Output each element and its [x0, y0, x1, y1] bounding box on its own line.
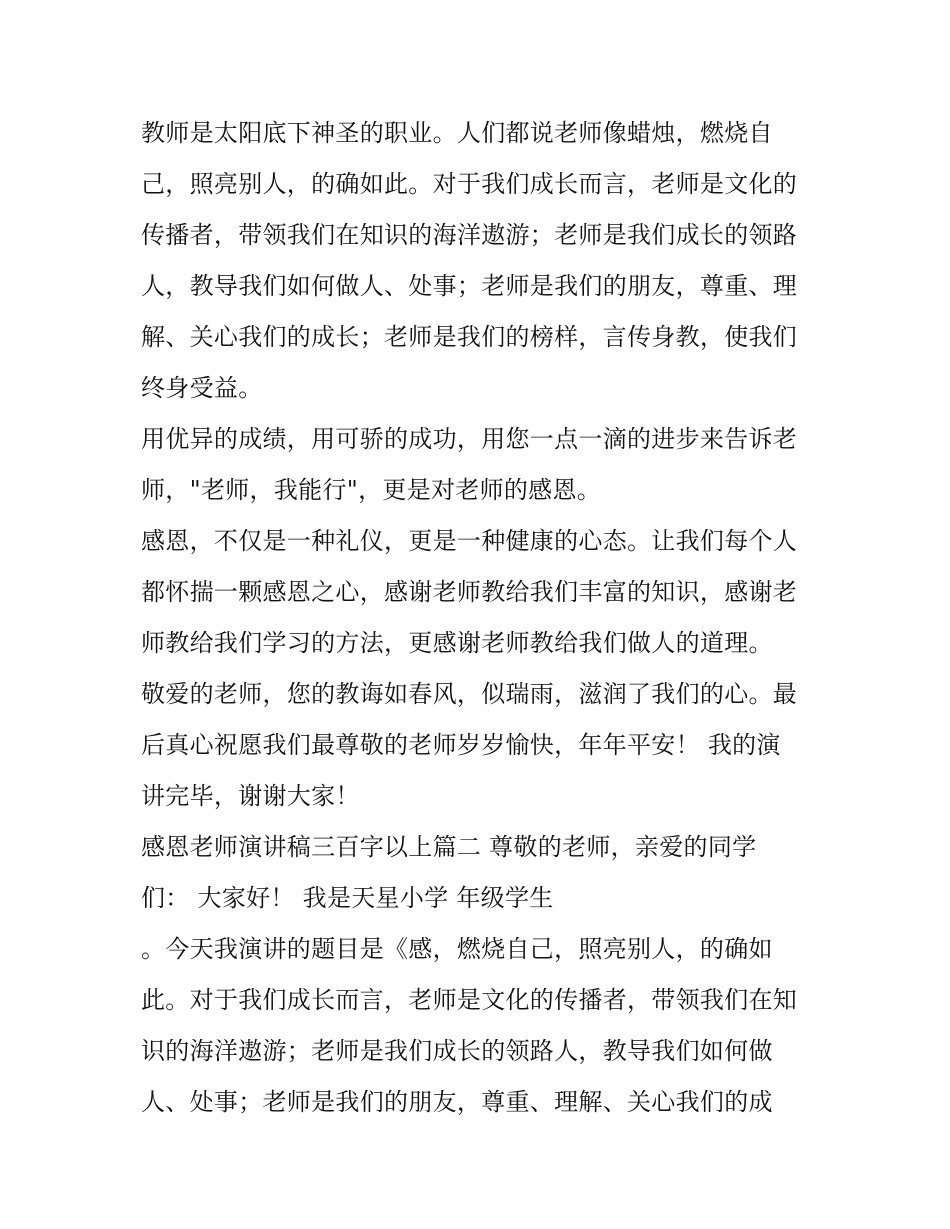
text-line: 传播者，带领我们在知识的海洋遨游；老师是我们成长的领路	[141, 221, 798, 249]
text-line: 人、处事；老师是我们的朋友，尊重、理解、关心我们的成	[141, 1088, 773, 1116]
body-text	[141, 108, 831, 1128]
text-line: 讲完毕，谢谢大家！	[141, 782, 360, 810]
text-line: 用优异的成绩，用可骄的成功，用您一点一滴的进步来告诉老	[141, 425, 798, 453]
text-line: 都怀揣一颗感恩之心，感谢老师教给我们丰富的知识，感谢老	[141, 578, 798, 606]
text-line: 师教给我们学习的方法，更感谢老师教给我们做人的道理。	[141, 629, 773, 657]
text-line: 感恩，不仅是一种礼仪，更是一种健康的心态。让我们每个人	[141, 527, 798, 555]
text-line: 师，"老师，我能行"，更是对老师的感恩。	[141, 476, 602, 504]
text-line: 们： 大家好！ 我是天星小学 年级学生	[141, 884, 554, 912]
text-line: 。今天我演讲的题目是《感，燃烧自己，照亮别人，的确如	[141, 935, 773, 963]
text-line: 后真心祝愿我们最尊敬的老师岁岁愉快，年年平安！ 我的演	[141, 731, 781, 759]
text-line: 己，照亮别人，的确如此。对于我们成长而言，老师是文化的	[141, 170, 798, 198]
text-line: 人，教导我们如何做人、处事；老师是我们的朋友，尊重、理	[141, 272, 798, 300]
text-line: 敬爱的老师，您的教诲如春风，似瑞雨，滋润了我们的心。最	[141, 680, 798, 708]
text-line: 教师是太阳底下神圣的职业。人们都说老师像蜡烛，燃烧自	[141, 119, 773, 147]
text-line: 解、关心我们的成长；老师是我们的榜样，言传身教，使我们	[141, 323, 798, 351]
text-line: 终身受益。	[141, 374, 263, 402]
text-line: 感恩老师演讲稿三百字以上篇二 尊敬的老师，亲爱的同学	[141, 833, 757, 861]
text-line: 此。对于我们成长而言，老师是文化的传播者，带领我们在知	[141, 986, 798, 1014]
text-line: 识的海洋遨游；老师是我们成长的领路人，教导我们如何做	[141, 1037, 773, 1065]
